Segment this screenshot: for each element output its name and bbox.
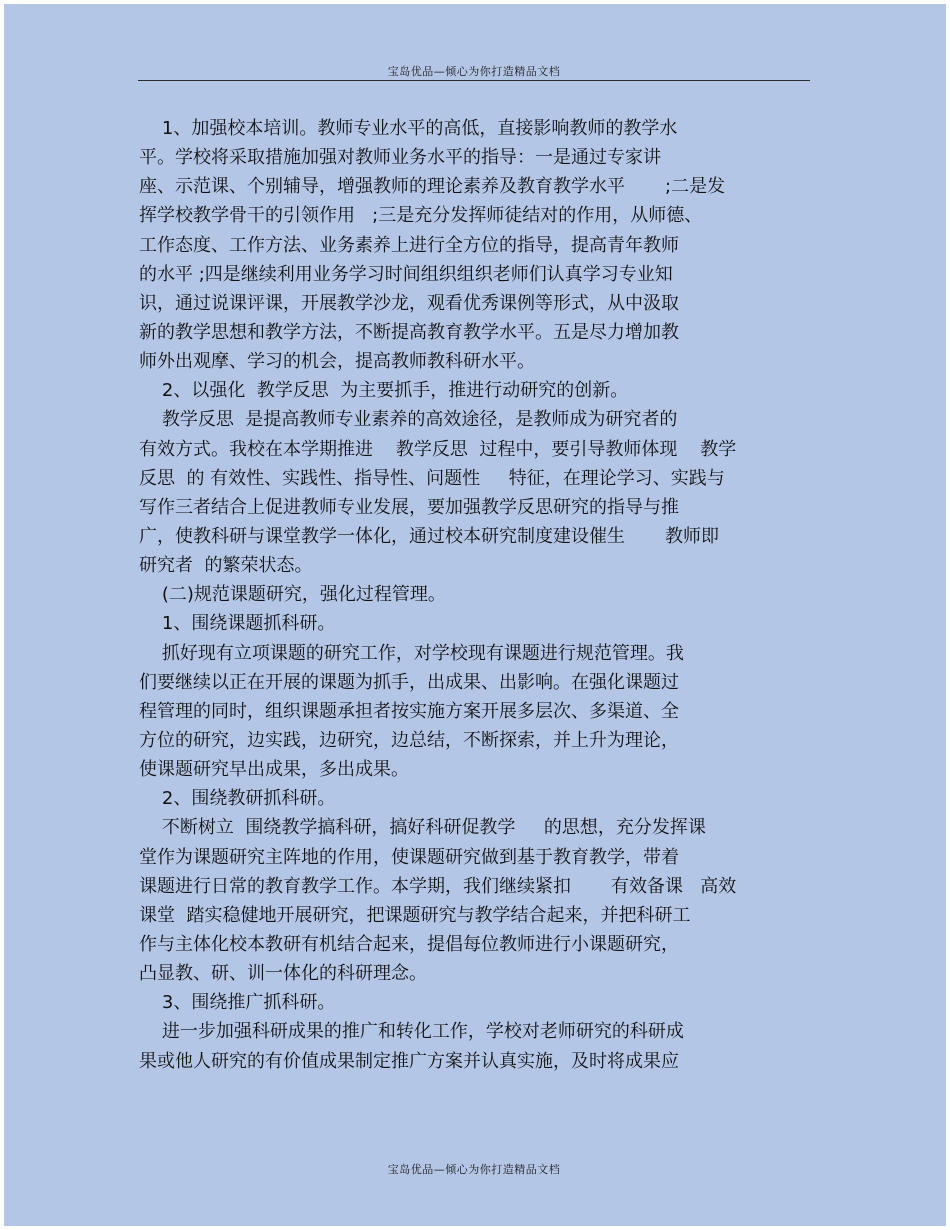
text-line: 识，通过说课评课，开展教学沙龙，观看优秀课例等形式，从中汲取	[139, 292, 679, 314]
text-line: 程管理的同时，组织课题承担者按实施方案开展多层次、多渠道、全	[139, 700, 679, 722]
text-line: 方位的研究，边实践，边研究，边总结，不断探索，并上升为理论，	[139, 729, 679, 751]
text-line: 研究者 的繁荣状态。	[139, 555, 313, 577]
text-line: 课堂 踏实稳健地开展研究，把课题研究与教学结合起来，并把科研工	[139, 904, 691, 926]
text-line: 2、围绕教研抓科研。	[139, 788, 336, 810]
footer-text: 宝岛优品—倾心为你打造精品文档	[387, 1163, 561, 1176]
text-line: 果或他人研究的有价值成果制定推广方案并认真实施，及时将成果应	[139, 1050, 679, 1072]
text-line: 的水平 ;四是继续利用业务学习时间组织组织老师们认真学习专业知	[139, 263, 673, 285]
text-line: 挥学校教学骨干的引领作用 ;三是充分发挥师徒结对的作用，从师德、	[139, 205, 703, 227]
text-line: 凸显教、研、训一体化的科研理念。	[139, 963, 427, 985]
text-line: 平。学校将采取措施加强对教师业务水平的指导：一是通过专家讲	[139, 147, 661, 169]
text-line: (二)规范课题研究，强化过程管理。	[139, 584, 446, 606]
text-line: 工作态度、工作方法、业务素养上进行全方位的指导，提高青年教师	[139, 234, 679, 256]
text-line: 师外出观摩、学习的机会，提高教师教科研水平。	[139, 351, 535, 373]
text-line: 1、加强校本培训。教师专业水平的高低，直接影响教师的教学水	[139, 118, 678, 139]
text-line: 2、以强化 教学反思 为主要抓手，推进行动研究的创新。	[139, 380, 629, 402]
text-line: 写作三者结合上促进教师专业发展，要加强教学反思研究的指导与推	[139, 496, 679, 518]
text-line: 作与主体化校本教研有机结合起来，提倡每位教师进行小课题研究，	[139, 933, 679, 955]
document-body	[139, 114, 819, 1076]
text-line: 堂作为课题研究主阵地的作用，使课题研究做到基于教育教学，带着	[139, 846, 679, 868]
text-line: 抓好现有立项课题的研究工作，对学校现有课题进行规范管理。我	[139, 642, 684, 664]
page-header	[138, 60, 810, 81]
text-line: 课题进行日常的教育教学工作。本学期，我们继续紧扣 有效备课 高效	[139, 875, 737, 897]
text-line: 新的教学思想和教学方法，不断提高教育教学水平。五是尽力增加教	[139, 321, 679, 343]
text-line: 不断树立 围绕教学搞科研，搞好科研促教学 的思想，充分发挥课	[139, 817, 706, 839]
text-line: 座、示范课、个别辅导，增强教师的理论素养及教育教学水平 ;二是发	[139, 176, 726, 198]
text-line: 有效方式。我校在本学期推进 教学反思 过程中，要引导教师体现 教学	[139, 438, 737, 460]
text-line: 使课题研究早出成果，多出成果。	[139, 759, 409, 781]
text-line: 们要继续以正在开展的课题为抓手，出成果、出影响。在强化课题过	[139, 671, 679, 693]
text-line: 进一步加强科研成果的推广和转化工作，学校对老师研究的科研成	[139, 1021, 684, 1043]
header-text: 宝岛优品—倾心为你打造精品文档	[387, 65, 561, 78]
text-line: 3、围绕推广抓科研。	[139, 992, 336, 1014]
document-page	[4, 4, 946, 1226]
text-line: 教学反思 是提高教师专业素养的高效途径，是教师成为研究者的	[139, 409, 678, 431]
page-footer	[138, 1158, 810, 1178]
text-line: 反思 的 有效性、实践性、指导性、问题性 特征，在理论学习、实践与	[139, 467, 725, 489]
text-line: 广，使教科研与课堂教学一体化，通过校本研究制度建设催生 教师即	[139, 525, 720, 547]
text-line: 1、围绕课题抓科研。	[139, 613, 336, 635]
